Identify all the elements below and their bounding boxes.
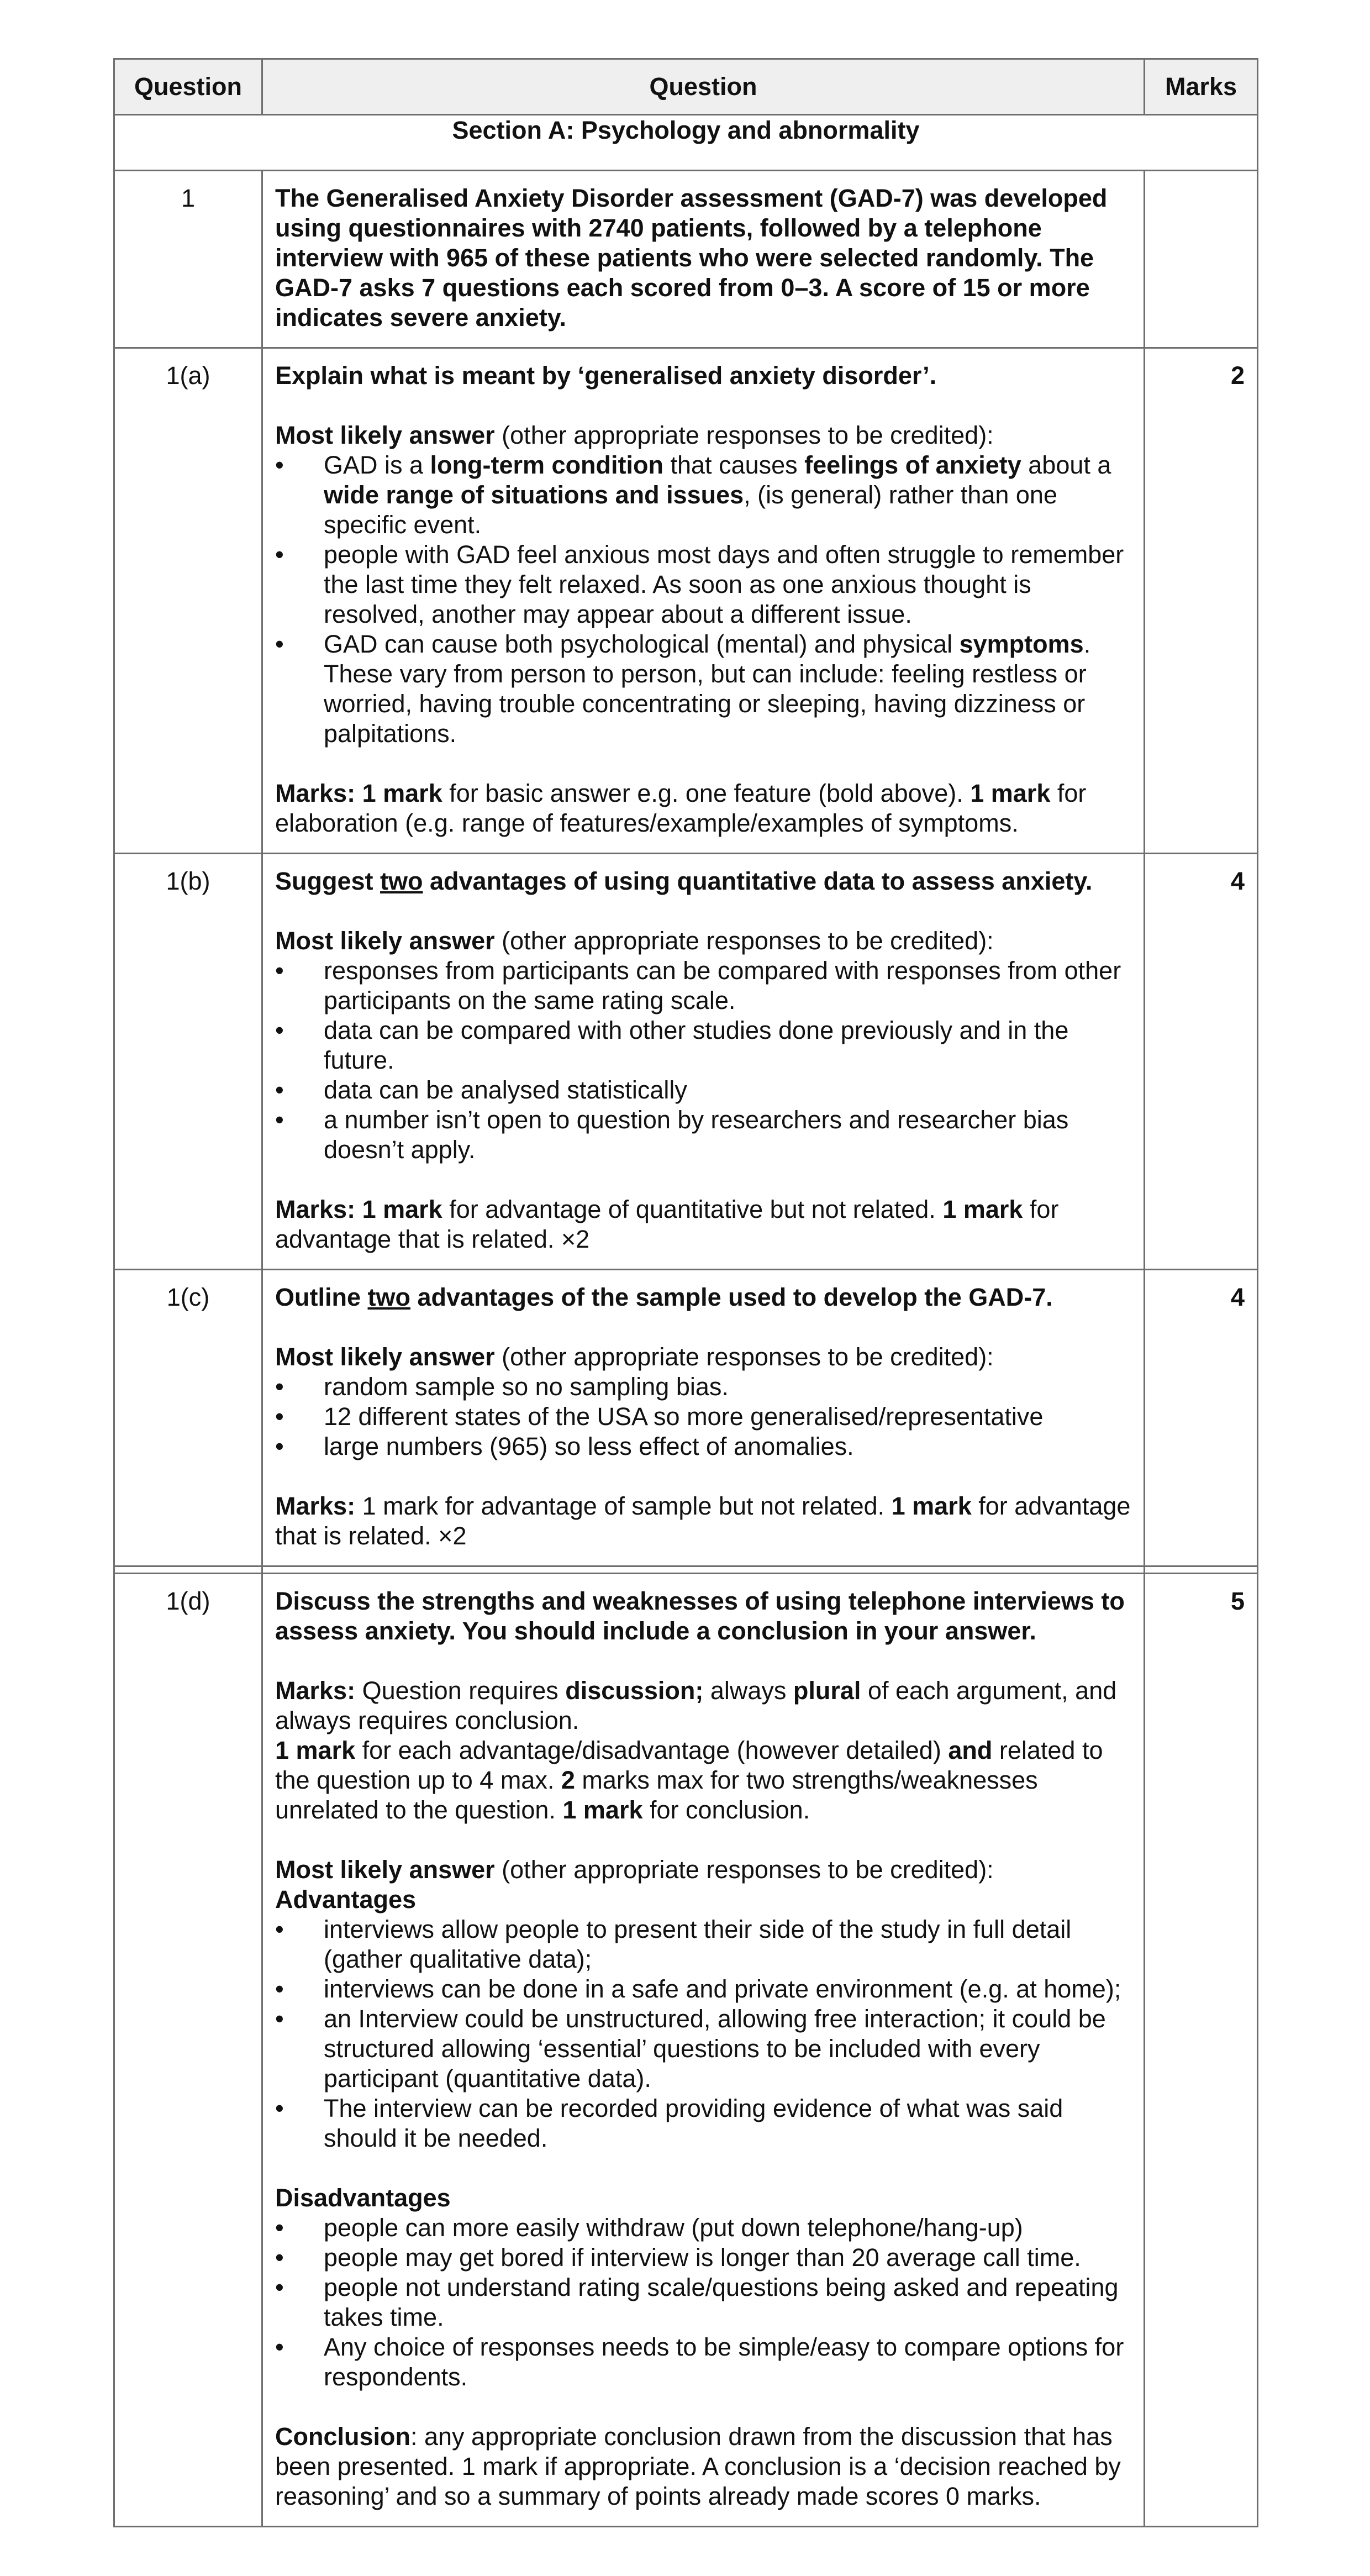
question-number: 1: [114, 171, 262, 348]
table-row: [114, 854, 1258, 1270]
question-text: Outline two advantages of the sample used to develop the GAD-7.: [275, 1283, 1053, 1311]
list-item: • data can be analysed statistically: [275, 1075, 1131, 1105]
question-cell: [262, 348, 1145, 854]
advantages-list: [275, 1915, 1131, 2153]
question-number: 1(d): [114, 1574, 262, 2527]
mark-scheme-table: [113, 58, 1258, 2527]
question-cell: [262, 1574, 1145, 2527]
marks-value: 4: [1145, 1270, 1258, 1566]
most-likely-answer-label: Most likely answer (other appropriate responses to be credited):: [275, 1855, 994, 1884]
table-header-row: [114, 59, 1258, 115]
row-divider: [114, 1566, 1258, 1574]
list-item: • people may get bored if interview is longer than 20 average call time.: [275, 2243, 1131, 2273]
header-question: Question: [262, 59, 1145, 115]
list-item: • responses from participants can be compared with responses from other participants on the same rating scale.: [275, 956, 1131, 1016]
most-likely-answer-label: Most likely answer (other appropriate responses to be credited):: [275, 1343, 994, 1371]
marks-cell: [1145, 171, 1258, 348]
list-item: • data can be compared with other studies done previously and in the future.: [275, 1016, 1131, 1075]
question-cell: [262, 1270, 1145, 1566]
question-cell: [262, 854, 1145, 1270]
marks-guidance: Marks: 1 mark for basic answer e.g. one feature (bold above). 1 mark for elaboration (e.g. range of features/example/examples of symptoms.: [275, 779, 1087, 837]
answer-list: [275, 450, 1131, 749]
list-item: • large numbers (965) so less effect of anomalies.: [275, 1432, 1131, 1462]
list-item: • an Interview could be unstructured, allowing free interaction; it could be structured allowing ‘essential’ questions to be included with every participant (quantitative data).: [275, 2004, 1131, 2094]
question-number: 1(c): [114, 1270, 262, 1566]
list-item: • GAD can cause both psychological (mental) and physical symptoms. These vary from person to person, but can include: feeling restless or worried, having trouble concentrating or sleeping, having dizziness or palpitations.: [275, 629, 1131, 749]
section-row: [114, 115, 1258, 171]
list-item: • people with GAD feel anxious most days and often struggle to remember the last time they felt relaxed. As soon as one anxious thought is resolved, another may appear about a different issue.: [275, 540, 1131, 629]
list-item: • The interview can be recorded providing evidence of what was said should it be needed.: [275, 2094, 1131, 2153]
marks-value: 2: [1145, 348, 1258, 854]
mark-scheme-page: [113, 58, 1257, 2527]
table-row: [114, 171, 1258, 348]
list-item: • Any choice of responses needs to be simple/easy to compare options for respondents.: [275, 2332, 1131, 2392]
list-item: • people not understand rating scale/questions being asked and repeating takes time.: [275, 2273, 1131, 2332]
marks-guidance: Marks: 1 mark for advantage of sample but not related. 1 mark for advantage that is related. ×2: [275, 1492, 1131, 1550]
list-item: • a number isn’t open to question by researchers and researcher bias doesn’t apply.: [275, 1105, 1131, 1165]
question-cell: [262, 171, 1145, 348]
header-marks: Marks: [1145, 59, 1258, 115]
table-row: [114, 1270, 1258, 1566]
disadvantages-heading: Disadvantages: [275, 2184, 451, 2212]
disadvantages-list: [275, 2213, 1131, 2392]
question-text: Discuss the strengths and weaknesses of using telephone interviews to assess anxiety. You should include a conclusion in your answer.: [275, 1587, 1125, 1645]
list-item: • GAD is a long-term condition that causes feelings of anxiety about a wide range of situations and issues, (is general) rather than one specific event.: [275, 450, 1131, 540]
list-item: • random sample so no sampling bias.: [275, 1372, 1131, 1402]
section-title: Section A: Psychology and abnormality: [114, 115, 1258, 171]
list-item: • interviews can be done in a safe and private environment (e.g. at home);: [275, 1974, 1131, 2004]
marks-guidance: Marks: Question requires discussion; always plural of each argument, and always requires conclusion.: [275, 1676, 1117, 1734]
list-item: • 12 different states of the USA so more generalised/representative: [275, 1402, 1131, 1432]
marks-guidance-detail: 1 mark for each advantage/disadvantage (however detailed) and related to the question up to 4 max. 2 marks max for two strengths/weaknesses unrelated to the question. 1 mark for conclusion.: [275, 1736, 1103, 1824]
marks-value: 4: [1145, 854, 1258, 1270]
question-number: 1(b): [114, 854, 262, 1270]
question-number: 1(a): [114, 348, 262, 854]
advantages-heading: Advantages: [275, 1885, 417, 1913]
marks-value: 5: [1145, 1574, 1258, 2527]
table-row: [114, 348, 1258, 854]
marks-guidance: Marks: 1 mark for advantage of quantitative but not related. 1 mark for advantage that is related. ×2: [275, 1195, 1059, 1253]
most-likely-answer-label: Most likely answer (other appropriate responses to be credited):: [275, 927, 994, 955]
most-likely-answer-label: Most likely answer (other appropriate responses to be credited):: [275, 421, 994, 449]
question-stem: The Generalised Anxiety Disorder assessment (GAD-7) was developed using questionnaires with 2740 patients, followed by a telephone interview with 965 of these patients who were selected randomly. The GAD-7 asks 7 questions each scored from 0–3. A score of 15 or more indicates severe anxiety.: [275, 184, 1108, 332]
question-text: Explain what is meant by ‘generalised anxiety disorder’.: [275, 361, 937, 390]
header-question-number: Question: [114, 59, 262, 115]
conclusion-guidance: Conclusion: any appropriate conclusion drawn from the discussion that has been presented. 1 mark if appropriate. A conclusion is a ‘decision reached by reasoning’ and so a summary of points already made scores 0 marks.: [275, 2422, 1121, 2510]
table-row: [114, 1574, 1258, 2527]
list-item: • interviews allow people to present their side of the study in full detail (gather qualitative data);: [275, 1915, 1131, 1974]
list-item: • people can more easily withdraw (put down telephone/hang-up): [275, 2213, 1131, 2243]
answer-list: [275, 956, 1131, 1165]
question-text: Suggest two advantages of using quantitative data to assess anxiety.: [275, 867, 1093, 895]
answer-list: [275, 1372, 1131, 1462]
